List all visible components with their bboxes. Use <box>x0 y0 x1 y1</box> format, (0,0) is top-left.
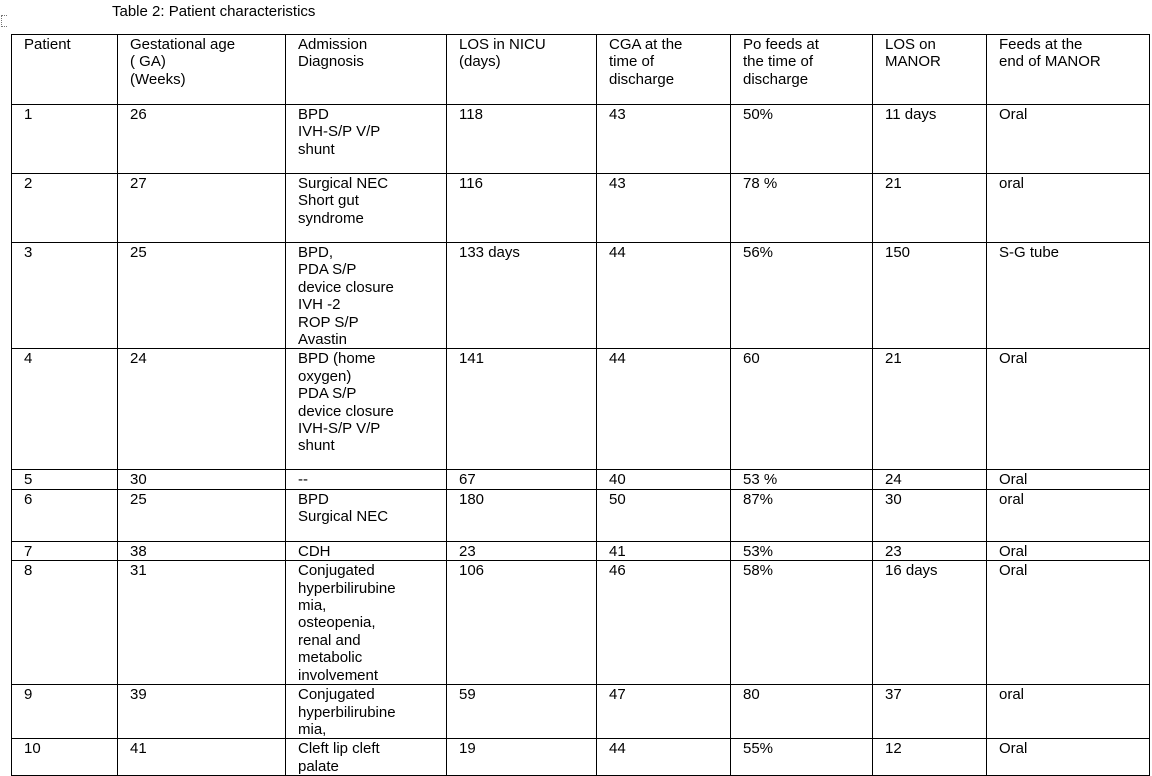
cell-admission-diagnosis: -- <box>286 470 447 489</box>
table-caption: Table 2: Patient characteristics <box>112 3 316 20</box>
table-row <box>12 541 1150 560</box>
table-row <box>12 349 1150 470</box>
cell-los-nicu: 116 <box>447 174 597 243</box>
cell-gestational-age: 25 <box>118 243 286 349</box>
cell-feeds-end-manor: S-G tube <box>987 243 1150 349</box>
cell-gestational-age: 24 <box>118 349 286 470</box>
table-row <box>12 489 1150 541</box>
cell-los-nicu: 133 days <box>447 243 597 349</box>
document-edge-marker <box>1 15 7 27</box>
cell-los-nicu: 141 <box>447 349 597 470</box>
header-gestational-age: Gestational age ( GA) (Weeks) <box>118 35 286 105</box>
table-row <box>12 470 1150 489</box>
cell-admission-diagnosis: Surgical NEC Short gut syndrome <box>286 174 447 243</box>
cell-admission-diagnosis: BPD Surgical NEC <box>286 489 447 541</box>
cell-patient: 3 <box>12 243 118 349</box>
header-po-feeds: Po feeds at the time of discharge <box>731 35 873 105</box>
cell-patient: 9 <box>12 685 118 739</box>
cell-patient: 4 <box>12 349 118 470</box>
cell-cga-discharge: 44 <box>597 243 731 349</box>
cell-po-feeds: 53 % <box>731 470 873 489</box>
cell-gestational-age: 38 <box>118 541 286 560</box>
cell-los-nicu: 67 <box>447 470 597 489</box>
cell-cga-discharge: 43 <box>597 105 731 174</box>
cell-admission-diagnosis: BPD (home oxygen) PDA S/P device closure IVH-S/P V/P shunt <box>286 349 447 470</box>
cell-gestational-age: 27 <box>118 174 286 243</box>
cell-los-nicu: 23 <box>447 541 597 560</box>
cell-po-feeds: 60 <box>731 349 873 470</box>
table-row <box>12 739 1150 776</box>
cell-po-feeds: 55% <box>731 739 873 776</box>
cell-po-feeds: 56% <box>731 243 873 349</box>
cell-feeds-end-manor: Oral <box>987 349 1150 470</box>
cell-admission-diagnosis: CDH <box>286 541 447 560</box>
cell-cga-discharge: 44 <box>597 349 731 470</box>
cell-patient: 6 <box>12 489 118 541</box>
cell-cga-discharge: 47 <box>597 685 731 739</box>
cell-po-feeds: 50% <box>731 105 873 174</box>
table-row <box>12 105 1150 174</box>
header-los-manor: LOS on MANOR <box>873 35 987 105</box>
cell-gestational-age: 30 <box>118 470 286 489</box>
header-feeds-end-manor: Feeds at the end of MANOR <box>987 35 1150 105</box>
table-header-row <box>12 35 1150 105</box>
cell-patient: 10 <box>12 739 118 776</box>
cell-los-manor: 37 <box>873 685 987 739</box>
cell-feeds-end-manor: Oral <box>987 105 1150 174</box>
cell-los-manor: 21 <box>873 174 987 243</box>
cell-admission-diagnosis: Cleft lip cleft palate <box>286 739 447 776</box>
cell-patient: 2 <box>12 174 118 243</box>
cell-los-nicu: 19 <box>447 739 597 776</box>
cell-los-manor: 21 <box>873 349 987 470</box>
cell-feeds-end-manor: oral <box>987 174 1150 243</box>
cell-admission-diagnosis: Conjugated hyperbilirubine mia, <box>286 685 447 739</box>
cell-gestational-age: 41 <box>118 739 286 776</box>
cell-los-nicu: 180 <box>447 489 597 541</box>
cell-gestational-age: 26 <box>118 105 286 174</box>
cell-admission-diagnosis: BPD IVH-S/P V/P shunt <box>286 105 447 174</box>
cell-feeds-end-manor: Oral <box>987 541 1150 560</box>
cell-los-manor: 11 days <box>873 105 987 174</box>
cell-gestational-age: 25 <box>118 489 286 541</box>
cell-cga-discharge: 44 <box>597 739 731 776</box>
cell-po-feeds: 58% <box>731 561 873 685</box>
cell-los-nicu: 118 <box>447 105 597 174</box>
cell-feeds-end-manor: Oral <box>987 739 1150 776</box>
cell-los-nicu: 59 <box>447 685 597 739</box>
cell-los-manor: 150 <box>873 243 987 349</box>
cell-feeds-end-manor: Oral <box>987 561 1150 685</box>
table-row <box>12 685 1150 739</box>
cell-los-manor: 16 days <box>873 561 987 685</box>
table-row <box>12 174 1150 243</box>
cell-patient: 5 <box>12 470 118 489</box>
header-patient: Patient <box>12 35 118 105</box>
header-los-nicu: LOS in NICU (days) <box>447 35 597 105</box>
cell-feeds-end-manor: Oral <box>987 470 1150 489</box>
cell-po-feeds: 78 % <box>731 174 873 243</box>
cell-cga-discharge: 40 <box>597 470 731 489</box>
cell-patient: 8 <box>12 561 118 685</box>
cell-admission-diagnosis: BPD, PDA S/P device closure IVH -2 ROP S/P Avastin <box>286 243 447 349</box>
cell-patient: 7 <box>12 541 118 560</box>
header-cga-discharge: CGA at the time of discharge <box>597 35 731 105</box>
cell-po-feeds: 80 <box>731 685 873 739</box>
patient-characteristics-table <box>11 34 1150 776</box>
cell-los-manor: 23 <box>873 541 987 560</box>
cell-feeds-end-manor: oral <box>987 685 1150 739</box>
cell-po-feeds: 53% <box>731 541 873 560</box>
cell-cga-discharge: 41 <box>597 541 731 560</box>
cell-admission-diagnosis: Conjugated hyperbilirubine mia, osteopenia, renal and metabolic involvement <box>286 561 447 685</box>
table-row <box>12 243 1150 349</box>
cell-cga-discharge: 43 <box>597 174 731 243</box>
cell-feeds-end-manor: oral <box>987 489 1150 541</box>
cell-cga-discharge: 46 <box>597 561 731 685</box>
cell-los-manor: 24 <box>873 470 987 489</box>
cell-gestational-age: 39 <box>118 685 286 739</box>
cell-gestational-age: 31 <box>118 561 286 685</box>
cell-cga-discharge: 50 <box>597 489 731 541</box>
table-row <box>12 561 1150 685</box>
header-admission-diagnosis: Admission Diagnosis <box>286 35 447 105</box>
cell-los-manor: 30 <box>873 489 987 541</box>
cell-los-manor: 12 <box>873 739 987 776</box>
cell-patient: 1 <box>12 105 118 174</box>
cell-los-nicu: 106 <box>447 561 597 685</box>
cell-po-feeds: 87% <box>731 489 873 541</box>
